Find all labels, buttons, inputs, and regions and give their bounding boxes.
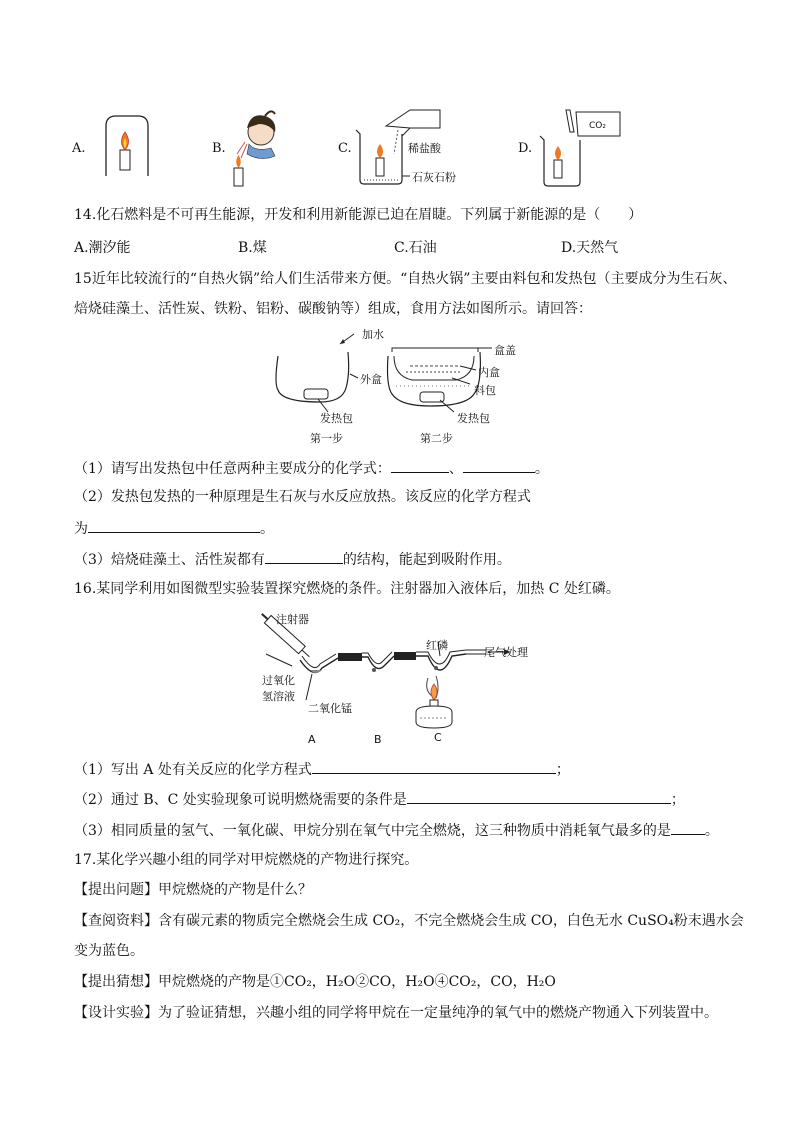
- answer-blank[interactable]: [88, 518, 260, 533]
- label-mno2: 二氧化锰: [308, 702, 352, 715]
- answer-blank[interactable]: [671, 820, 705, 835]
- q16-sub1: （1）写出 A 处有关反应的化学方程式 ；: [74, 759, 570, 779]
- answer-blank[interactable]: [312, 759, 556, 774]
- q15-sub2-line1: （2）发热包发热的一种原理是生石灰与水反应放热。该反应的化学方程式: [74, 489, 531, 505]
- q16-stem: 16.某同学利用如图微型实验装置探究燃烧的条件。注射器加入液体后，加热 C 处红磷。: [74, 581, 620, 597]
- label-inner-box: 内盒: [478, 366, 500, 379]
- q15-sub3: （3）焙烧硅藻土、活性炭都有 的结构，能起到吸附作用。: [74, 549, 511, 569]
- q14-option-a: A.潮汐能: [74, 240, 131, 256]
- answer-blank[interactable]: [407, 789, 671, 804]
- label-lid: 盒盖: [494, 344, 516, 357]
- option-d-figure: [536, 106, 628, 188]
- option-a-letter: A.: [72, 141, 86, 156]
- option-d-letter: D.: [518, 141, 533, 156]
- q15-stem-line1: 15近年比较流行的“自热火锅”给人们生活带来方便。“自热火锅”主要由料包和发热包（主要成分为生石灰、: [74, 271, 737, 287]
- label-step1: 第一步: [310, 432, 343, 445]
- label-b: B: [374, 733, 382, 746]
- label-add-water: 加水: [362, 328, 384, 341]
- q14-option-d: D.天然气: [561, 240, 619, 256]
- label-heat-pack-2: 发热包: [457, 412, 490, 425]
- label-heat-pack-1: 发热包: [320, 412, 353, 425]
- label-h2o2-line1: 过氧化: [262, 674, 295, 687]
- label-step2: 第二步: [420, 432, 453, 445]
- label-a: A: [308, 733, 316, 746]
- option-c-letter: C.: [338, 141, 352, 156]
- q15-sub2-line2: 为 。: [74, 518, 274, 538]
- answer-blank[interactable]: [391, 458, 449, 473]
- q14-option-b: B.煤: [238, 240, 267, 256]
- q14-stem: 14.化石燃料是不可再生能源，开发和利用新能源已迫在眉睫。下列属于新能源的是（ ）: [74, 207, 643, 223]
- q17-question: 【提出问题】甲烷燃烧的产物是什么？: [74, 882, 312, 898]
- q14-option-c: C.石油: [394, 240, 437, 256]
- q17-guess: 【提出猜想】甲烷燃烧的产物是①CO₂，H₂O②CO，H₂O④CO₂，CO，H₂O: [74, 974, 556, 990]
- label-syringe: 注射器: [276, 613, 309, 626]
- label-h2o2-line2: 氢溶液: [262, 690, 295, 703]
- q16-sub3: （3）相同质量的氢气、一氧化碳、甲烷分别在氧气中完全燃烧，这三种物质中消耗氧气最多的是 。: [74, 820, 719, 840]
- label-red-phosphorus: 红磷: [426, 639, 448, 652]
- answer-blank[interactable]: [463, 458, 535, 473]
- label-limestone: 石灰石粉: [412, 171, 456, 184]
- option-b-figure: [225, 108, 287, 188]
- label-exhaust: 尾气处理: [484, 646, 528, 659]
- q17-design: 【设计实验】为了验证猜想，兴趣小组的同学将甲烷在一定量纯净的氧气中的燃烧产物通入下列装置中。: [74, 1005, 718, 1021]
- q17-info-line2: 变为蓝色。: [74, 943, 144, 959]
- q15-stem-line2: 焙烧硅藻土、活性炭、铁粉、铝粉、碳酸钠等）组成，食用方法如图所示。请回答：: [74, 301, 592, 317]
- q17-stem: 17.某化学兴趣小组的同学对甲烷燃烧的产物进行探究。: [74, 852, 419, 868]
- option-a-figure: [98, 112, 158, 178]
- label-dilute-hcl: 稀盐酸: [408, 142, 441, 155]
- q17-info: 【查阅资料】含有碳元素的物质完全燃烧会生成 CO₂，不完全燃烧会生成 CO，白色无水 CuSO₄粉末遇水会: [74, 913, 744, 929]
- label-co2: CO₂: [589, 121, 606, 131]
- option-b-letter: B.: [212, 141, 226, 156]
- label-c: C: [434, 731, 442, 744]
- label-food-pack: 料包: [474, 384, 496, 397]
- label-outer-box: 外盒: [360, 373, 382, 386]
- q16-sub2: （2）通过 B、C 处实验现象可说明燃烧需要的条件是 ；: [74, 789, 685, 809]
- answer-blank[interactable]: [265, 549, 343, 564]
- q15-sub1: （1）请写出发热包中任意两种主要成分的化学式： 、 。: [74, 458, 549, 478]
